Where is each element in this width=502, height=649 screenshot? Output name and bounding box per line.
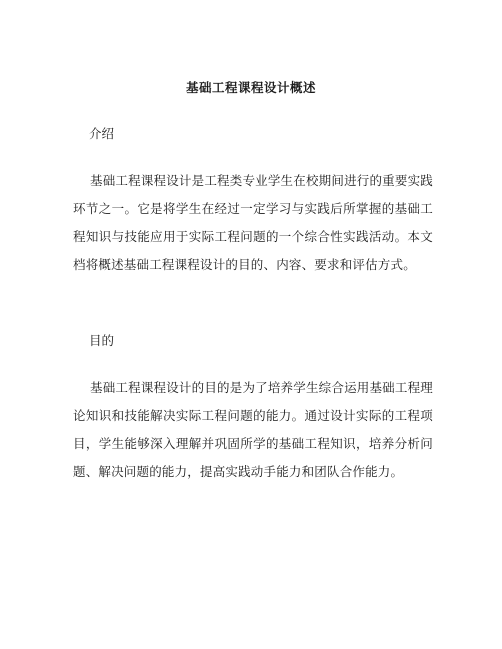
section-heading-intro: 介绍 xyxy=(89,126,115,141)
document-title: 基础工程课程设计概述 xyxy=(185,80,316,95)
section-body-intro: 基础工程课程设计是工程类专业学生在校期间进行的重要实践环节之一。它是将学生在经过一定学习与实践后所掌握的基础工程知识与技能应用于实际工程问题的一个综合性实践活动。本文档将概述基础工程课程设计的目的、内容、要求和评估方式。 xyxy=(73,173,433,272)
section-heading-purpose: 目的 xyxy=(89,333,115,348)
section-body-purpose: 基础工程课程设计的目的是为了培养学生综合运用基础工程理论知识和技能解决实际工程问题的能力。通过设计实际的工程项目，学生能够深入理解并巩固所学的基础工程知识，培养分析问题、解决问题的能力，提高实践动手能力和团队合作能力。 xyxy=(73,380,433,479)
